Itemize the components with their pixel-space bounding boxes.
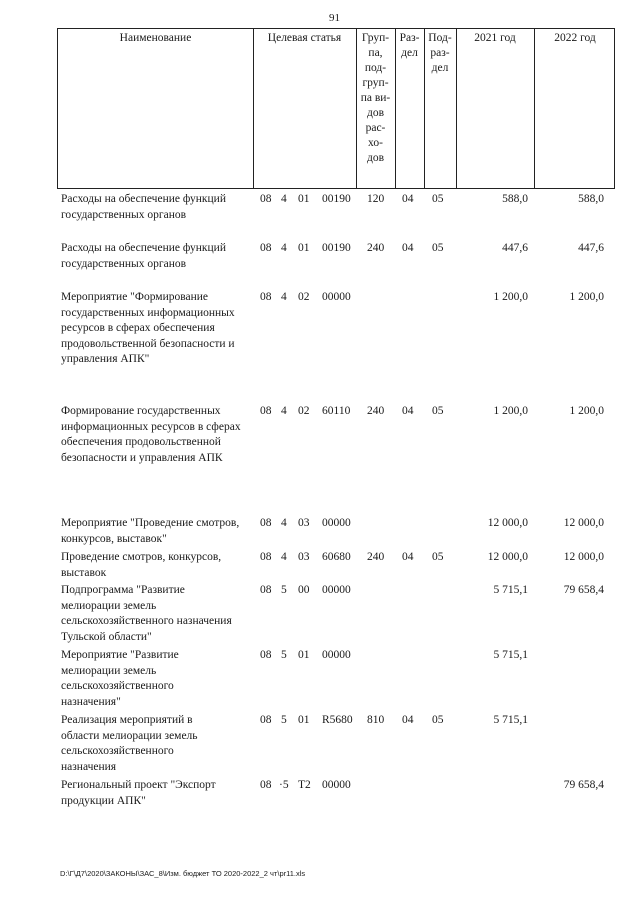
row-group: 810 <box>367 714 385 726</box>
row-2021: 5 715,1 <box>493 649 528 661</box>
row-code-1: 08 <box>260 193 272 205</box>
row-subsection: 05 <box>432 405 444 417</box>
file-path-footer: D:\Г\Д7\2020\ЗАКОНЫ\ЗАС_8\Изм. бюджет ТО 2020-2022_2 чт\pr11.xls <box>60 869 306 878</box>
row-code-4: 00000 <box>322 779 351 791</box>
row-subsection: 05 <box>432 551 444 563</box>
row-2021: 447,6 <box>502 242 528 254</box>
table-header <box>57 28 615 189</box>
row-code-3: 00 <box>298 584 310 596</box>
row-code-1: 08 <box>260 242 272 254</box>
header-target: Целевая статья <box>267 32 342 44</box>
row-code-2: 4 <box>281 291 287 303</box>
row-code-1: 08 <box>260 779 272 791</box>
row-section: 04 <box>402 242 414 254</box>
page-number: 91 <box>329 12 340 24</box>
row-code-2: 5 <box>281 714 287 726</box>
row-code-4: 00000 <box>322 584 351 596</box>
row-group: 240 <box>367 405 385 417</box>
row-2022: 1 200,0 <box>569 291 604 303</box>
row-code-3: 03 <box>298 517 310 529</box>
row-code-4: R5680 <box>322 714 353 726</box>
row-code-3: 03 <box>298 551 310 563</box>
row-code-2: 4 <box>281 242 287 254</box>
row-code-2: 4 <box>281 193 287 205</box>
row-2021: 588,0 <box>502 193 528 205</box>
row-2022: 12 000,0 <box>563 551 604 563</box>
row-code-1: 08 <box>260 291 272 303</box>
header-name: Наименование <box>119 32 192 44</box>
row-2021: 5 715,1 <box>493 584 528 596</box>
column-divider <box>253 29 254 188</box>
row-name: Мероприятие "Проведение смотров, конкурсов, выставок" <box>61 517 240 545</box>
header-2022: 2022 год <box>554 32 596 44</box>
row-code-4: 00190 <box>322 242 351 254</box>
row-2021: 12 000,0 <box>487 551 528 563</box>
row-code-3: 02 <box>298 291 310 303</box>
row-code-1: 08 <box>260 517 272 529</box>
row-code-3: Т2 <box>298 779 311 791</box>
row-name: Подпрограмма "Развитие мелиорации земель сельскохозяйственного назначения Тульской области" <box>61 584 232 643</box>
row-code-3: 01 <box>298 714 310 726</box>
row-code-3: 01 <box>298 649 310 661</box>
header-subsection: Под- раз- дел <box>428 32 452 74</box>
row-code-4: 60110 <box>322 405 351 417</box>
row-code-3: 02 <box>298 405 310 417</box>
row-2021: 1 200,0 <box>493 405 528 417</box>
row-2022: 447,6 <box>578 242 604 254</box>
row-code-1: 08 <box>260 551 272 563</box>
row-section: 04 <box>402 551 414 563</box>
row-code-3: 01 <box>298 242 310 254</box>
row-code-2: 5 <box>281 649 287 661</box>
row-code-3: 01 <box>298 193 310 205</box>
row-code-4: 00190 <box>322 193 351 205</box>
row-group: 240 <box>367 551 385 563</box>
row-code-4: 00000 <box>322 291 351 303</box>
row-code-2: 5 <box>281 584 287 596</box>
row-code-2: 4 <box>281 405 287 417</box>
row-group: 120 <box>367 193 385 205</box>
header-group: Груп- па, под- груп- па ви- дов рас- хо- дов <box>360 32 391 164</box>
row-code-1: 08 <box>260 714 272 726</box>
row-subsection: 05 <box>432 242 444 254</box>
row-subsection: 05 <box>432 193 444 205</box>
row-2022: 12 000,0 <box>563 517 604 529</box>
row-subsection: 05 <box>432 714 444 726</box>
row-name: Проведение смотров, конкурсов, выставок <box>61 551 222 579</box>
row-name: Расходы на обеспечение функций государственных органов <box>61 193 226 221</box>
row-name: Формирование государственных информационных ресурсов в сферах обеспечения продовольственной безопасности и управления АПК <box>61 405 241 464</box>
row-name: Расходы на обеспечение функций государственных органов <box>61 242 226 270</box>
row-name: Реализация мероприятий в области мелиорации земель сельскохозяйственного назначения <box>61 714 198 773</box>
header-section: Раз- дел <box>399 32 420 59</box>
row-name: Мероприятие "Развитие мелиорации земель сельскохозяйственного назначения" <box>61 649 179 708</box>
row-2022: 79 658,4 <box>563 584 604 596</box>
row-name: Региональный проект "Экспорт продукции АПК" <box>61 779 216 807</box>
row-code-1: 08 <box>260 405 272 417</box>
row-code-4: 00000 <box>322 517 351 529</box>
column-divider <box>456 29 457 188</box>
row-section: 04 <box>402 405 414 417</box>
column-divider <box>534 29 535 188</box>
row-2022: 588,0 <box>578 193 604 205</box>
row-code-1: 08 <box>260 584 272 596</box>
row-code-2: 4 <box>281 551 287 563</box>
row-2021: 1 200,0 <box>493 291 528 303</box>
row-code-1: 08 <box>260 649 272 661</box>
row-code-2: ·5 <box>279 779 289 791</box>
row-2021: 12 000,0 <box>487 517 528 529</box>
row-section: 04 <box>402 193 414 205</box>
row-2022: 79 658,4 <box>563 779 604 791</box>
row-group: 240 <box>367 242 385 254</box>
row-name: Мероприятие "Формирование государственных информационных ресурсов в сферах обеспечения продовольственной безопасности и управления АПК" <box>61 291 235 365</box>
row-section: 04 <box>402 714 414 726</box>
row-code-4: 00000 <box>322 649 351 661</box>
row-2021: 5 715,1 <box>493 714 528 726</box>
row-code-2: 4 <box>281 517 287 529</box>
row-2022: 1 200,0 <box>569 405 604 417</box>
header-2021: 2021 год <box>474 32 516 44</box>
row-code-4: 60680 <box>322 551 351 563</box>
